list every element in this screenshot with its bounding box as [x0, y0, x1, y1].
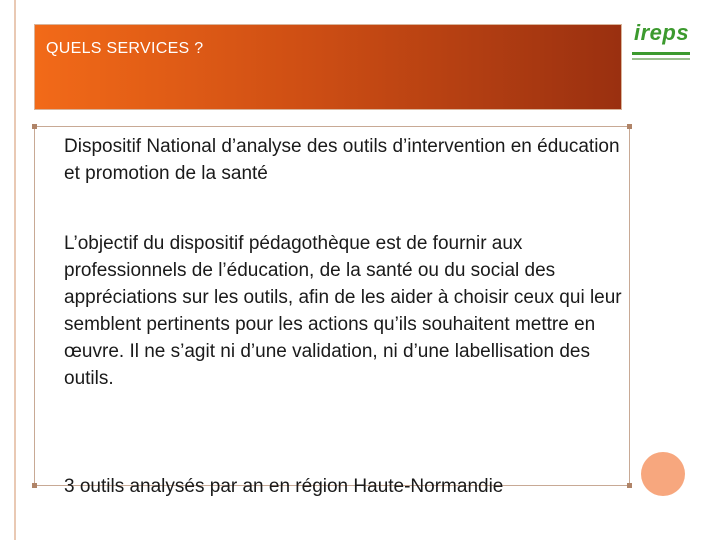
paragraph-objectif: L’objectif du dispositif pédagothèque est de fournir aux professionnels de l’éducation, de la santé ou du social des appréciations sur les outils, afin de les aider à choisir ceux qui leur semblent pertinents pour les actions qu’ils souhaitent mettre en œuvre. Il ne s’agit ni d’une validation, ni d’une labellisation des outils.	[64, 233, 622, 389]
frame-corner-top-right	[627, 124, 632, 129]
slide-title-rest: UELS SERVICES ?	[58, 40, 204, 57]
frame-corner-bottom-left	[32, 483, 37, 488]
paragraph-dispositif: Dispositif National d’analyse des outils d’intervention en éducation et promotion de la santé	[64, 136, 620, 184]
title-banner	[34, 24, 622, 110]
frame-corner-bottom-right	[627, 483, 632, 488]
paragraph-outils-analyses: 3 outils analysés par an en région Haute-Normandie	[64, 476, 504, 497]
slide-title	[46, 40, 203, 58]
ireps-logo-text: ireps	[634, 20, 690, 45]
decorative-circle	[641, 452, 685, 496]
frame-corner-top-left	[32, 124, 37, 129]
slide-title-first-letter: Q	[46, 40, 59, 57]
left-decorative-rule	[14, 0, 16, 540]
